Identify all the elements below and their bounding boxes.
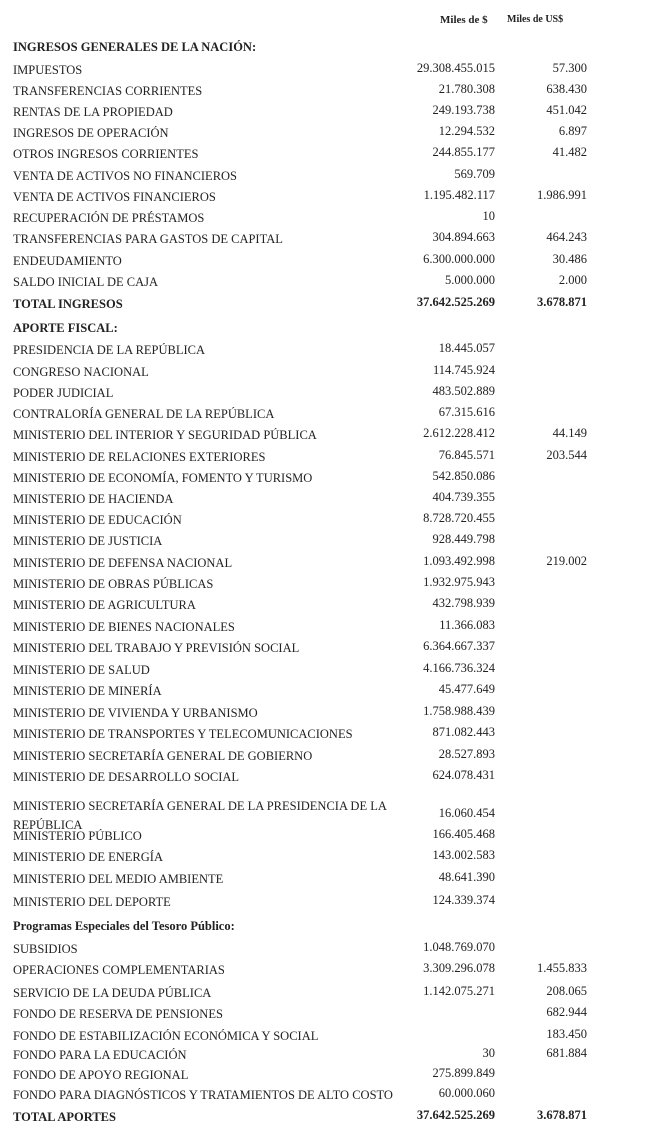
value-pesos: 404.739.355 (432, 490, 495, 504)
row-label: VENTA DE ACTIVOS FINANCIEROS (13, 190, 216, 204)
row-label: TRANSFERENCIAS CORRIENTES (13, 84, 203, 98)
row-label: VENTA DE ACTIVOS NO FINANCIEROS (13, 169, 238, 183)
section-title-label: Programas Especiales del Tesoro Público: (13, 919, 235, 933)
value-dollars: 2.000 (558, 273, 587, 287)
row-label: FONDO DE RESERVA DE PENSIONES (13, 1007, 223, 1021)
value-dollars: 3.678.871 (537, 295, 587, 309)
row-label: INGRESOS DE OPERACIÓN (13, 126, 169, 140)
row-label: MINISTERIO DE EDUCACIÓN (13, 513, 182, 527)
value-pesos: 304.894.663 (432, 230, 495, 244)
value-pesos: 28.527.893 (438, 747, 495, 761)
value-pesos: 21.780.308 (438, 82, 495, 96)
value-pesos: 1.142.075.271 (423, 984, 495, 998)
row-label: TOTAL APORTES (13, 1110, 116, 1124)
row-label: OPERACIONES COMPLEMENTARIAS (13, 963, 225, 977)
value-pesos: 4.166.736.324 (423, 661, 495, 675)
row-label: RECUPERACIÓN DE PRÉSTAMOS (13, 211, 205, 225)
value-pesos: 10 (482, 209, 495, 223)
value-dollars: 681.884 (546, 1046, 587, 1060)
value-dollars: 219.002 (546, 554, 587, 568)
value-pesos: 143.002.583 (432, 848, 495, 862)
row-label: TOTAL INGRESOS (13, 297, 123, 311)
row-label: MINISTERIO DE TRANSPORTES Y TELECOMUNICACIONES (13, 727, 353, 741)
row-label: MINISTERIO DEL TRABAJO Y PREVISIÓN SOCIAL (13, 641, 300, 655)
row-label: MINISTERIO SECRETARÍA GENERAL DE GOBIERNO (13, 749, 313, 763)
value-pesos: 30 (482, 1046, 495, 1060)
section-title-label: INGRESOS GENERALES DE LA NACIÓN: (13, 40, 257, 54)
value-pesos: 483.502.889 (432, 384, 495, 398)
value-pesos: 114.745.924 (432, 363, 495, 377)
row-label: MINISTERIO DE MINERÍA (13, 684, 162, 698)
value-pesos: 275.899.849 (432, 1066, 495, 1080)
row-label: MINISTERIO DE ENERGÍA (13, 850, 163, 864)
section-title-label: APORTE FISCAL: (13, 321, 118, 335)
value-pesos: 569.709 (454, 167, 495, 181)
value-pesos: 1.093.492.998 (423, 554, 495, 568)
row-label: FONDO DE ESTABILIZACIÓN ECONÓMICA Y SOCIAL (13, 1029, 319, 1043)
row-label: MINISTERIO DEL INTERIOR Y SEGURIDAD PÚBLICA (13, 428, 317, 442)
value-dollars: 41.482 (552, 145, 587, 159)
value-pesos: 244.855.177 (432, 145, 495, 159)
row-label: MINISTERIO DEL DEPORTE (13, 895, 171, 909)
value-dollars: 682.944 (546, 1005, 587, 1019)
value-pesos: 2.612.228.412 (423, 426, 495, 440)
row-label: MINISTERIO DE BIENES NACIONALES (13, 620, 235, 634)
value-pesos: 37.642.525.269 (416, 295, 495, 309)
row-label: SUBSIDIOS (13, 942, 78, 956)
value-pesos: 124.339.374 (432, 893, 495, 907)
row-label: MINISTERIO SECRETARÍA GENERAL DE LA PRESIDENCIA DE LA REPÚBLICA (13, 799, 387, 832)
row-label: MINISTERIO PÚBLICO (13, 829, 142, 843)
row-label: PRESIDENCIA DE LA REPÚBLICA (13, 343, 206, 357)
row-label: MINISTERIO DE OBRAS PÚBLICAS (13, 577, 214, 591)
row-label: RENTAS DE LA PROPIEDAD (13, 105, 173, 119)
value-dollars: 1.986.991 (537, 188, 587, 202)
row-label: MINISTERIO DE ECONOMÍA, FOMENTO Y TURISMO (13, 471, 313, 485)
value-pesos: 11.366.083 (439, 618, 495, 632)
value-dollars: 57.300 (552, 61, 587, 75)
row-label: MINISTERIO DE HACIENDA (13, 492, 174, 506)
value-pesos: 18.445.057 (438, 341, 495, 355)
row-label: ENDEUDAMIENTO (13, 254, 122, 268)
value-pesos: 76.845.571 (438, 448, 495, 462)
value-pesos: 871.082.443 (432, 725, 495, 739)
value-pesos: 29.308.455.015 (416, 61, 495, 75)
value-pesos: 48.641.390 (438, 870, 495, 884)
value-pesos: 1.932.975.943 (423, 575, 495, 589)
value-pesos: 1.048.769.070 (423, 940, 495, 954)
row-label: MINISTERIO DE VIVIENDA Y URBANISMO (13, 706, 258, 720)
value-dollars: 44.149 (552, 426, 587, 440)
value-dollars: 451.042 (546, 103, 587, 117)
row-label: OTROS INGRESOS CORRIENTES (13, 147, 199, 161)
value-dollars: 203.544 (546, 448, 587, 462)
row-label: SERVICIO DE LA DEUDA PÚBLICA (13, 986, 212, 1000)
row-label: MINISTERIO DE AGRICULTURA (13, 598, 196, 612)
value-pesos: 12.294.532 (438, 124, 495, 138)
value-pesos: 8.728.720.455 (423, 511, 495, 525)
value-dollars: 1.455.833 (537, 961, 587, 975)
value-pesos: 5.000.000 (445, 273, 495, 287)
value-pesos: 624.078.431 (432, 768, 495, 782)
value-pesos: 45.477.649 (438, 682, 495, 696)
row-label: FONDO PARA LA EDUCACIÓN (13, 1048, 187, 1062)
value-dollars: 30.486 (552, 252, 587, 266)
value-pesos: 16.060.454 (438, 806, 495, 820)
row-label: IMPUESTOS (13, 63, 83, 77)
value-dollars: 464.243 (546, 230, 587, 244)
value-pesos: 1.758.988.439 (423, 704, 495, 718)
row-label: MINISTERIO DE DEFENSA NACIONAL (13, 556, 233, 570)
row-label: MINISTERIO DE RELACIONES EXTERIORES (13, 450, 266, 464)
row-label: FONDO DE APOYO REGIONAL (13, 1068, 189, 1082)
value-dollars: 6.897 (558, 124, 587, 138)
value-pesos: 542.850.086 (432, 469, 495, 483)
column-header-pesos: Miles de $ (440, 14, 488, 26)
value-dollars: 208.065 (546, 984, 587, 998)
value-pesos: 60.000.060 (438, 1086, 495, 1100)
value-pesos: 166.405.468 (432, 827, 495, 841)
value-pesos: 249.193.738 (432, 103, 495, 117)
value-pesos: 37.642.525.269 (416, 1108, 495, 1122)
row-label: MINISTERIO DE JUSTICIA (13, 534, 163, 548)
row-label: PODER JUDICIAL (13, 386, 114, 400)
value-pesos: 67.315.616 (438, 405, 495, 419)
value-pesos: 432.798.939 (432, 596, 495, 610)
row-label: CONTRALORÍA GENERAL DE LA REPÚBLICA (13, 407, 275, 421)
value-dollars: 638.430 (546, 82, 587, 96)
value-pesos: 6.364.667.337 (423, 639, 495, 653)
value-pesos: 6.300.000.000 (423, 252, 495, 266)
value-pesos: 928.449.798 (432, 532, 495, 546)
value-pesos: 1.195.482.117 (423, 188, 495, 202)
row-label: SALDO INICIAL DE CAJA (13, 275, 159, 289)
row-label: FONDO PARA DIAGNÓSTICOS Y TRATAMIENTOS DE ALTO COSTO (13, 1088, 393, 1102)
row-label: MINISTERIO DE SALUD (13, 663, 150, 677)
row-label: MINISTERIO DE DESARROLLO SOCIAL (13, 770, 240, 784)
row-label: MINISTERIO DEL MEDIO AMBIENTE (13, 872, 224, 886)
row-label: CONGRESO NACIONAL (13, 365, 149, 379)
row-label: TRANSFERENCIAS PARA GASTOS DE CAPITAL (13, 232, 283, 246)
value-pesos: 3.309.296.078 (423, 961, 495, 975)
column-header-dollars: Miles de US$ (507, 14, 564, 25)
value-dollars: 3.678.871 (537, 1108, 587, 1122)
value-dollars: 183.450 (546, 1027, 587, 1041)
